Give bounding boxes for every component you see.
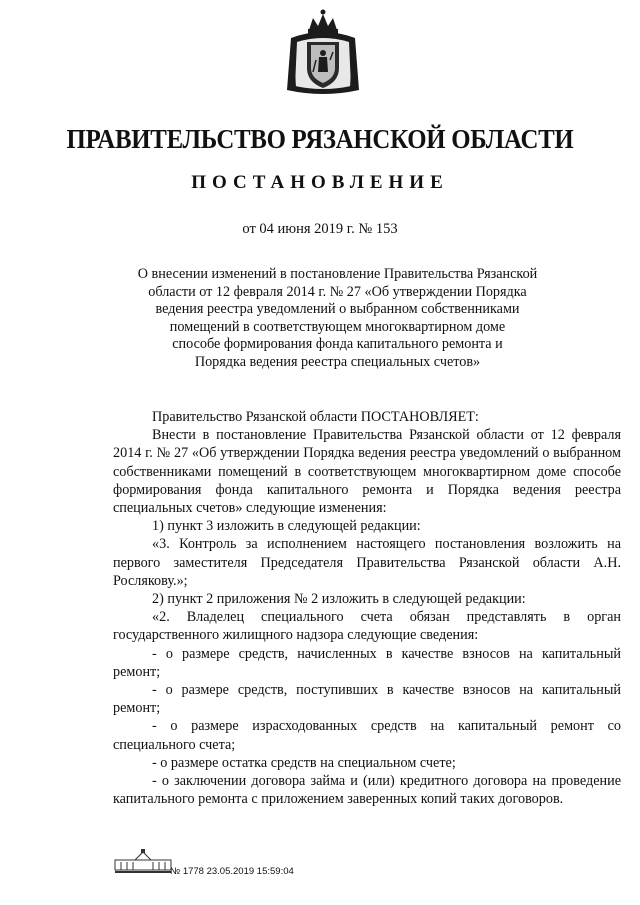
body-paragraph: 1) пункт 3 изложить в следующей редакции: [152, 518, 421, 535]
body-paragraph: Внести в постановление Правительства Рязанской области от 12 февраля 2014 г. № 27 «Об утверждении Порядка ведения реестра уведомлений о выбранном собственниками помещений в соответствующем многоквартирном доме способе формирования фонда капитального ремонта и Порядка ведения реестра специальных счетов» следующие изменения: [113, 427, 621, 517]
document-body [113, 408, 621, 808]
document-registration-info: № 1778 23.05.2019 15:59:04 [170, 866, 294, 877]
document-date-number: от 04 июня 2019 г. № 153 [242, 221, 398, 237]
body-paragraph: - о размере остатка средств на специальном счете; [152, 754, 456, 771]
subject-line: ведения реестра уведомлений о выбранном собственниками [155, 301, 520, 318]
body-paragraph: 2) пункт 2 приложения № 2 изложить в следующей редакции: [152, 591, 526, 608]
coat-of-arms-icon [283, 8, 363, 98]
subject-line: способе формирования фонда капитального ремонта и [172, 336, 503, 353]
document-subject [130, 266, 545, 372]
body-paragraph: - о размере средств, начисленных в качестве взносов на капитальный ремонт; [113, 645, 621, 680]
body-paragraph: «2. Владелец специального счета обязан представлять в орган государственного жилищного надзора следующие сведения: [113, 609, 621, 644]
government-title: ПРАВИТЕЛЬСТВО РЯЗАНСКОЙ ОБЛАСТИ [66, 124, 574, 154]
subject-line: Порядка ведения реестра специальных счетов» [194, 353, 481, 370]
subject-line: О внесении изменений в постановление Правительства Рязанской [137, 266, 538, 282]
subject-line: помещений в соответствующем многоквартирном доме [169, 318, 506, 335]
body-paragraph: - о заключении договора займа и (или) кредитного договора на проведение капитального ремонта с приложением заверенных копий таких договоров. [113, 773, 621, 808]
document-type: ПОСТАНОВЛЕНИЕ [191, 172, 449, 193]
subject-line: области от 12 февраля 2014 г. № 27 «Об утверждении Порядка [148, 283, 527, 300]
building-stamp-icon [113, 848, 173, 874]
body-paragraph: Правительство Рязанской области ПОСТАНОВЛЯЕТ: [152, 409, 479, 425]
body-paragraph: - о размере израсходованных средств на капитальный ремонт со специального счета; [113, 718, 621, 753]
body-paragraph: «3. Контроль за исполнением настоящего постановления возложить на первого заместителя Председателя Правительства Рязанской области А.Н. Рослякову.»; [113, 536, 621, 589]
body-paragraph: - о размере средств, поступивших в качестве взносов на капитальный ремонт; [113, 682, 621, 717]
